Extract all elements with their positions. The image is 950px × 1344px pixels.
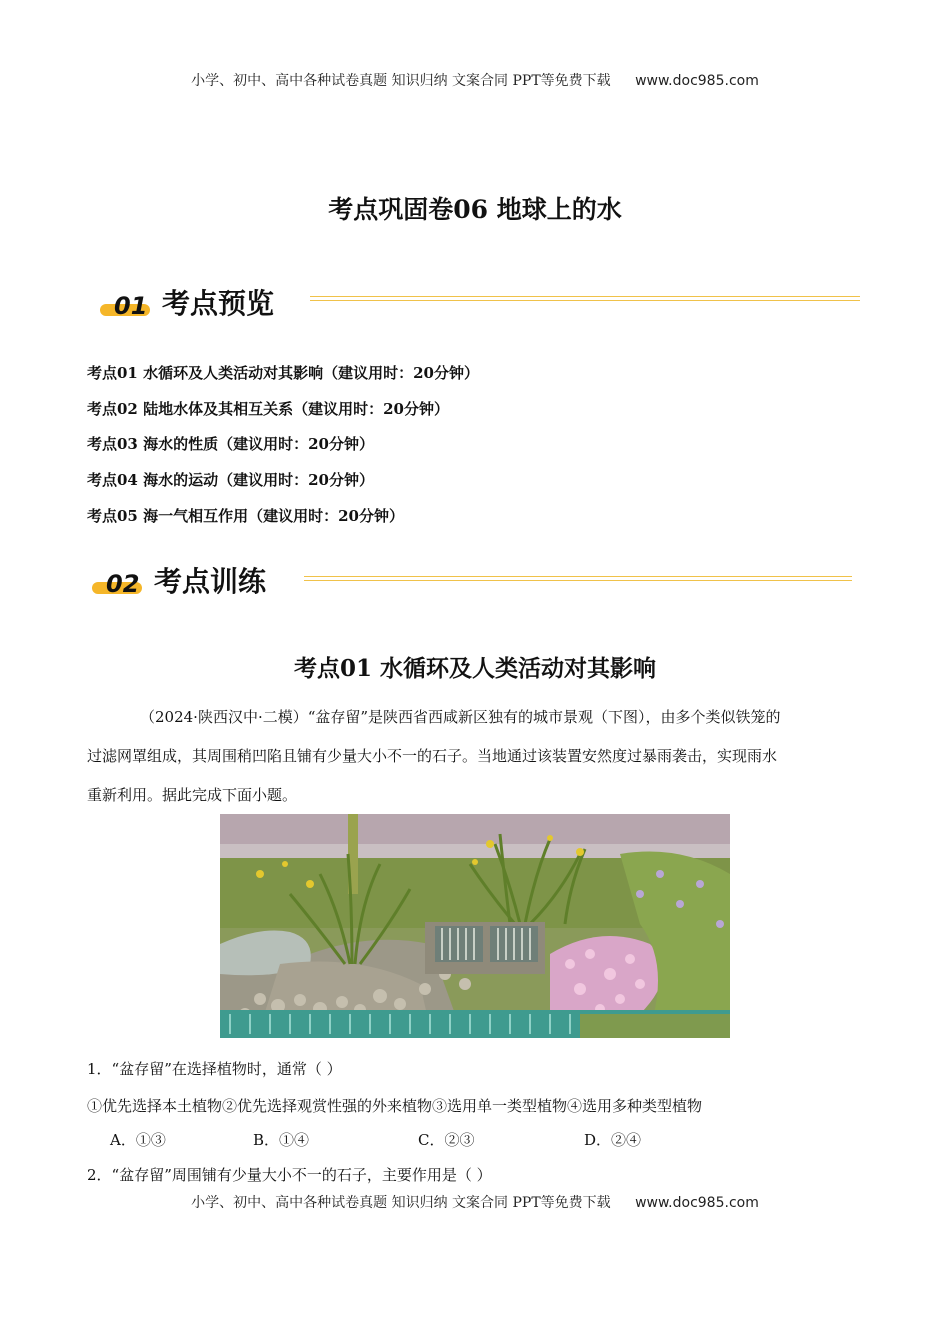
question-2-stem: 2．“盆存留”周围铺有少量大小不一的石子，主要作用是（ ） bbox=[87, 1166, 492, 1184]
page-footer bbox=[0, 1192, 950, 1212]
question-1-option-a[interactable]: A．①③ bbox=[110, 1131, 166, 1149]
question-1-option-c[interactable]: C．②③ bbox=[418, 1131, 475, 1149]
topic-title: 考点01 水循环及人类活动对其影响 bbox=[293, 655, 656, 682]
section-number: 01 bbox=[114, 292, 148, 320]
section-divider-line bbox=[310, 300, 860, 301]
rain-garden-photo bbox=[220, 814, 730, 1038]
section-preview-heading bbox=[100, 282, 860, 322]
section-label: 考点训练 bbox=[154, 565, 267, 598]
preview-item: 考点05 海一气相互作用（建议用时：20分钟） bbox=[87, 507, 404, 525]
header-site-link[interactable]: www.doc985.com bbox=[635, 73, 759, 89]
intro-line: 重新利用。据此完成下面小题。 bbox=[87, 786, 298, 804]
preview-item: 考点02 陆地水体及其相互关系（建议用时：20分钟） bbox=[87, 400, 449, 418]
question-1-stem: 1．“盆存留”在选择植物时，通常（ ） bbox=[87, 1060, 342, 1078]
preview-item: 考点04 海水的运动（建议用时：20分钟） bbox=[87, 471, 374, 489]
section-divider-line bbox=[304, 580, 852, 581]
footer-site-link[interactable]: www.doc985.com bbox=[635, 1195, 759, 1211]
page-header bbox=[0, 70, 950, 90]
section-number: 02 bbox=[106, 570, 140, 598]
intro-line: （2024·陕西汉中·二模）“盆存留”是陕西省西咸新区独有的城市景观（下图），由多个类似铁笼的 bbox=[140, 708, 781, 726]
intro-line: 过滤网罩组成，其周围稍凹陷且铺有少量大小不一的石子。当地通过该装置安然度过暴雨袭击，实现雨水 bbox=[87, 747, 778, 765]
section-divider-line bbox=[310, 296, 860, 297]
header-text: 小学、初中、高中各种试卷真题 知识归纳 文案合同 PPT等免费下载 bbox=[191, 73, 611, 89]
section-divider-line bbox=[304, 576, 852, 577]
question-1-choices: ①优先选择本土植物②优先选择观赏性强的外来植物③选用单一类型植物④选用多种类型植物 bbox=[87, 1097, 703, 1115]
preview-item: 考点03 海水的性质（建议用时：20分钟） bbox=[87, 435, 374, 453]
section-label: 考点预览 bbox=[162, 287, 275, 320]
footer-text: 小学、初中、高中各种试卷真题 知识归纳 文案合同 PPT等免费下载 bbox=[191, 1195, 611, 1211]
page-title: 考点巩固卷06 地球上的水 bbox=[328, 195, 622, 224]
question-1-option-b[interactable]: B．①④ bbox=[253, 1131, 310, 1149]
question-1-option-d[interactable]: D．②④ bbox=[584, 1131, 642, 1149]
section-training-heading bbox=[92, 560, 852, 600]
preview-item: 考点01 水循环及人类活动对其影响（建议用时：20分钟） bbox=[87, 364, 479, 382]
